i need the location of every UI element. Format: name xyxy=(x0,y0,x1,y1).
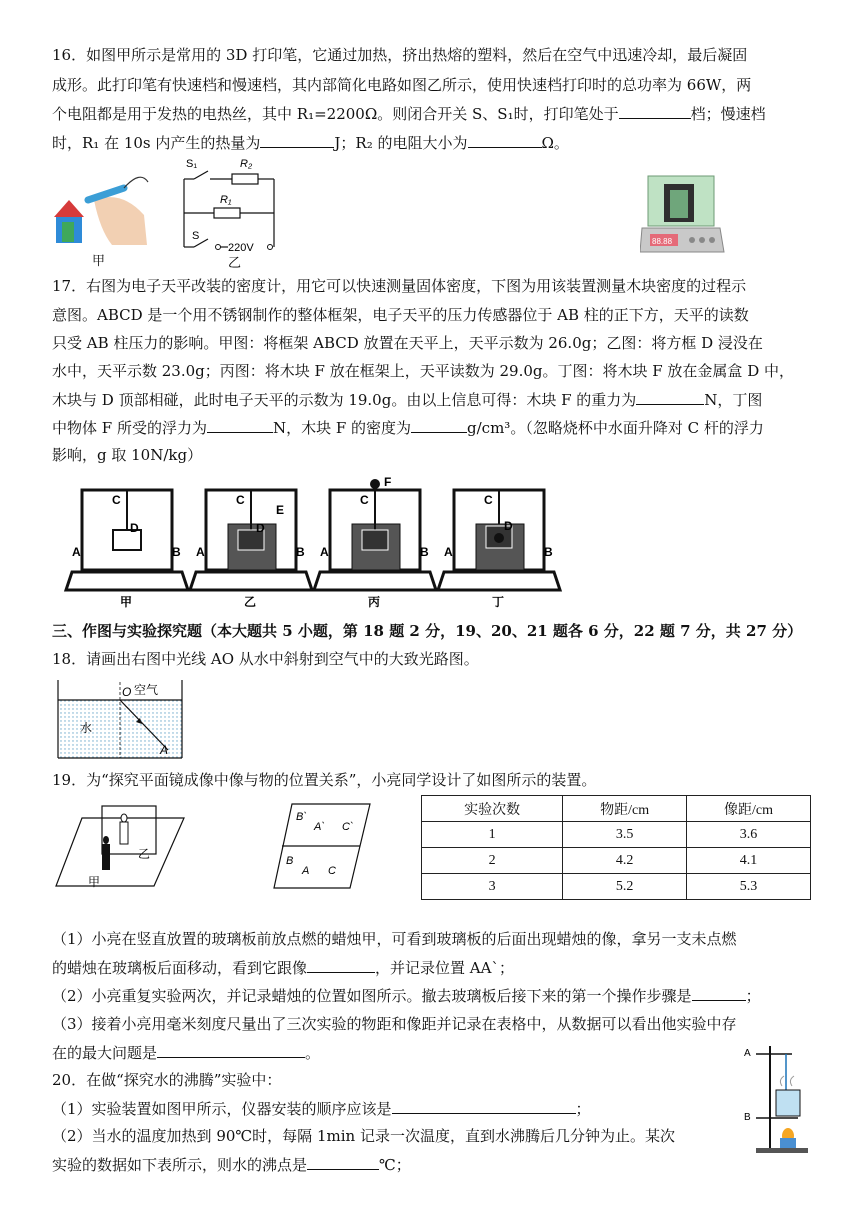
q18-line-1: 18．请画出右图中光线 AO 从水中斜射到空气中的大致光路图。 xyxy=(52,650,479,668)
table-cell: 4.2 xyxy=(563,848,687,874)
table-row xyxy=(422,848,811,874)
q20-answer-blank-2[interactable] xyxy=(307,1155,379,1170)
q19-answer-blank-1[interactable] xyxy=(307,958,375,973)
plane-mirror-setup xyxy=(54,800,194,892)
q16-text: 档；慢速档 xyxy=(690,105,766,123)
table-cell: 3 xyxy=(422,874,563,900)
q16-answer-blank-3[interactable] xyxy=(468,133,542,148)
q17-answer-blank-3[interactable] xyxy=(411,418,467,433)
refraction-diagram xyxy=(56,676,186,762)
q20-p2-line-1: （2）当水的温度加热到 90℃时，每隔 1min 记录一次温度，直到水沸腾后几分钟为止。某次 xyxy=(52,1127,675,1145)
q17-answer-blank-2[interactable] xyxy=(207,418,273,433)
q20-answer-blank-1[interactable] xyxy=(392,1099,576,1114)
label-f: F xyxy=(384,475,392,489)
q17-line-2: 意图。ABCD 是一个用不锈钢制作的整体框架，电子天平的压力传感器位于 AB 柱的正下方，天平的读数 xyxy=(52,306,749,324)
label-a: A xyxy=(320,545,329,559)
candle-jia-label: 甲 xyxy=(88,875,101,889)
q17-text: N，丁图 xyxy=(704,391,763,409)
boiling-apparatus xyxy=(742,1042,812,1160)
label-a: A xyxy=(444,545,453,559)
label-b: B xyxy=(172,545,181,559)
q19-answer-blank-2[interactable] xyxy=(692,986,746,1001)
panel-jia xyxy=(66,490,188,609)
q17-line-7: 影响，g 取 10N/kg） xyxy=(52,446,203,464)
table-header: 物距/cm xyxy=(563,796,687,822)
balance-display: 88.88 xyxy=(652,237,673,246)
label-c: C xyxy=(484,493,493,507)
label-c: C xyxy=(236,493,245,507)
q16-answer-blank-2[interactable] xyxy=(260,133,334,148)
q16-text: Ω。 xyxy=(541,134,569,152)
panel-ding xyxy=(438,490,560,609)
q16-line-4 xyxy=(52,133,569,152)
q19-line-1: 19．为“探究平面镜成像中像与物的位置关系”，小亮同学设计了如图所示的装置。 xyxy=(52,771,597,789)
panel-yi xyxy=(190,490,312,609)
table-cell: 1 xyxy=(422,822,563,848)
experiment-data-table xyxy=(421,795,811,900)
apparatus-label-a: A xyxy=(744,1048,751,1059)
q16-line-1: 16．如图甲所示是常用的 3D 打印笔，它通过加热，挤出热熔的塑料，然后在空气中迅速冷却，最后凝固 xyxy=(52,46,748,64)
table-cell: 4.1 xyxy=(687,848,811,874)
water-label: 水 xyxy=(80,721,93,735)
q19-p3-line-1: （3）接着小亮用毫米刻度尺量出了三次实验的物距和像距并记录在表格中，从数据可以看出他实验中存 xyxy=(52,1015,737,1033)
label-d: D xyxy=(130,521,139,535)
q20-text: ℃； xyxy=(379,1156,411,1174)
label-b: B xyxy=(544,545,553,559)
fig-label-jia: 甲 xyxy=(92,253,106,268)
table-row xyxy=(422,874,811,900)
table-cell: 3.6 xyxy=(687,822,811,848)
fig-label-yi: 乙 xyxy=(228,255,242,270)
q17-line-6 xyxy=(52,418,764,437)
table-cell: 5.2 xyxy=(563,874,687,900)
panel-label-bing: 丙 xyxy=(368,595,381,609)
point-a: A xyxy=(302,865,310,877)
q17-answer-blank-1[interactable] xyxy=(636,390,704,405)
q20-line-1: 20．在做“探究水的沸腾”实验中： xyxy=(52,1071,282,1089)
table-row xyxy=(422,822,811,848)
section-3-heading: 三、作图与实验探究题（本大题共 5 小题，第 18 题 2 分，19、20、21 题各 6 分，22 题 7 分，共 27 分） xyxy=(52,622,803,640)
point-c: C xyxy=(328,865,336,877)
switch-s-label: S xyxy=(192,230,200,242)
panel-bing xyxy=(314,475,436,609)
label-b: B xyxy=(420,545,429,559)
label-a: A xyxy=(196,545,205,559)
table-cell: 3.5 xyxy=(563,822,687,848)
label-b: B xyxy=(296,545,305,559)
q17-line-3: 只受 AB 柱压力的影响。甲图：将框架 ABCD 放置在天平上，天平示数为 26.0g；乙图：将方框 D 浸没在 xyxy=(52,334,763,352)
panel-label-ding: 丁 xyxy=(492,595,505,609)
q16-answer-blank-1[interactable] xyxy=(619,104,691,119)
density-meter-figures xyxy=(58,472,588,612)
candle-yi-label: 乙 xyxy=(138,847,151,861)
q19-text: 的蜡烛在玻璃板后面移动，看到它跟像 xyxy=(52,959,308,977)
q17-text: g/cm³。（忽略烧杯中水面升降对 C 杆的浮力 xyxy=(467,419,764,437)
q20-p2-line-2 xyxy=(52,1155,411,1174)
label-e: E xyxy=(276,503,285,517)
label-d: D xyxy=(256,521,265,535)
q16-text: 个电阻都是用于发热的电热丝，其中 R₁=2200Ω。则闭合开关 S、S₁时，打印笔处于 xyxy=(52,105,619,123)
q19-p3-line-2 xyxy=(52,1043,320,1062)
position-record-sheet xyxy=(272,800,372,892)
q17-text: 木块与 D 顶部相碰，此时电子天平的示数为 19.0g。由以上信息可得：木块 F 的重力为 xyxy=(52,391,637,409)
q19-p2-line xyxy=(52,986,761,1005)
apparatus-label-b: B xyxy=(744,1112,751,1123)
q19-text: 。 xyxy=(305,1044,321,1062)
table-cell: 5.3 xyxy=(687,874,811,900)
point-o-label: O xyxy=(122,685,132,699)
q17-text: 中物体 F 所受的浮力为 xyxy=(52,419,207,437)
printing-pen-image xyxy=(52,160,152,270)
switch-s1-label: S₁ xyxy=(186,158,198,170)
label-d: D xyxy=(504,519,513,533)
electronic-balance-image xyxy=(640,172,725,260)
voltage-label: 220V xyxy=(228,242,254,254)
label-c: C xyxy=(360,493,369,507)
table-header: 像距/cm xyxy=(687,796,811,822)
q19-p1-line-2 xyxy=(52,958,514,977)
q16-text: J；R₂ 的电阻大小为 xyxy=(334,134,468,152)
q17-text: N，木块 F 的密度为 xyxy=(272,419,412,437)
resistor-r1-label: R₁ xyxy=(220,194,232,206)
table-header: 实验次数 xyxy=(422,796,563,822)
point-a-label: A xyxy=(160,743,169,757)
label-c: C xyxy=(112,493,121,507)
q16-line-3 xyxy=(52,104,766,123)
point-a-prime: A` xyxy=(314,821,325,833)
q17-line-4: 水中，天平示数 23.0g；丙图：将木块 F 放在框架上，天平读数为 29.0g。丁图：将木块 F 放在金属盒 D 中， xyxy=(52,362,794,380)
q20-p1-line xyxy=(52,1099,591,1118)
panel-label-yi: 乙 xyxy=(244,595,257,609)
table-cell: 2 xyxy=(422,848,563,874)
air-label: 空气 xyxy=(134,683,159,697)
q19-text: ，并记录位置 AA`； xyxy=(375,959,514,977)
q20-text: ； xyxy=(575,1100,591,1118)
q19-text: ； xyxy=(745,987,761,1005)
q20-text: （1）实验装置如图甲所示，仪器安装的顺序应该是 xyxy=(52,1100,392,1118)
q19-answer-blank-3[interactable] xyxy=(157,1043,305,1058)
q17-line-1: 17．右图为电子天平改装的密度计，用它可以快速测量固体密度，下图为用该装置测量木块密度的过程示 xyxy=(52,277,747,295)
point-b-prime: B` xyxy=(296,811,307,823)
point-c-prime: C` xyxy=(342,821,354,833)
q17-line-5 xyxy=(52,390,762,409)
panel-label-jia: 甲 xyxy=(120,595,133,609)
q16-line-2: 成形。此打印笔有快速档和慢速档，其内部简化电路如图乙所示，使用快速档打印时的总功率为 66W，两 xyxy=(52,76,752,94)
q19-p1-line-1: （1）小亮在竖直放置的玻璃板前放点燃的蜡烛甲，可看到玻璃板的后面出现蜡烛的像，拿另一支未点燃 xyxy=(52,930,737,948)
q19-text: （2）小亮重复实验两次，并记录蜡烛的位置如图所示。撤去玻璃板后接下来的第一个操作步骤是 xyxy=(52,987,692,1005)
label-a: A xyxy=(72,545,81,559)
point-b: B xyxy=(286,855,294,867)
q16-text: 时，R₁ 在 10s 内产生的热量为 xyxy=(52,134,261,152)
q20-text: 实验的数据如下表所示，则水的沸点是 xyxy=(52,1156,308,1174)
table-header-row xyxy=(422,796,811,822)
resistor-r2-label: R₂ xyxy=(240,158,253,170)
circuit-diagram xyxy=(170,155,290,270)
q19-text: 在的最大问题是 xyxy=(52,1044,158,1062)
